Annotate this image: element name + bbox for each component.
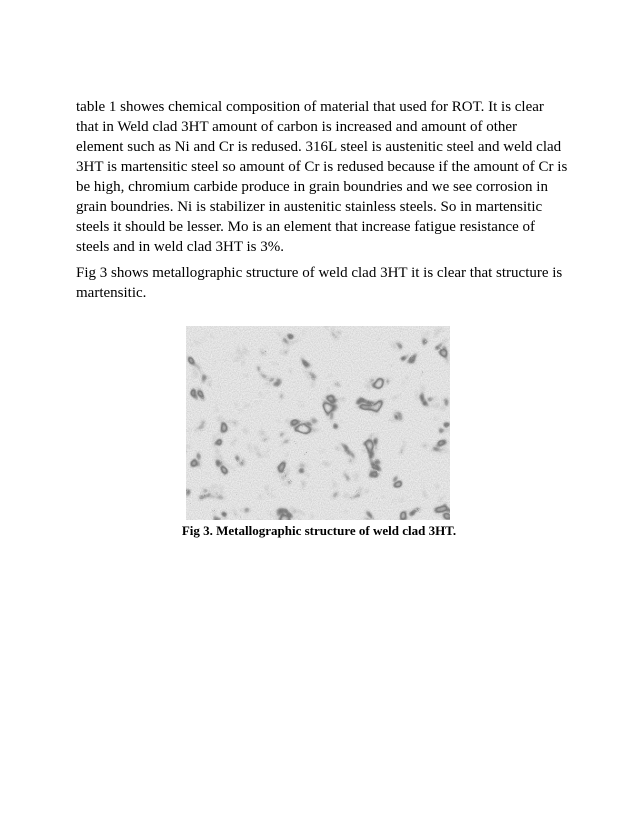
metallograph-image — [186, 326, 450, 520]
body-paragraph: Fig 3 shows metallographic structure of weld clad 3HT it is clear that structure is martensitic. — [76, 265, 563, 301]
figure-caption — [0, 522, 638, 540]
body-paragraph: table 1 showes chemical composition of material that used for ROT. It is clear that in Weld clad 3HT amount of carbon is increased and amount of other element such as Ni and Cr is redused. 316L steel is austenitic steel and weld clad 3HT is martensitic steel so amount of Cr is redused because if the amount of Cr is be high, chromium carbide produce in grain boundries and we see corrosion in grain boundries. Ni is stabilizer in austenitic stainless steels. So in martensitic steels it should be lesser. Mo is an element that increase fatigue resistance of steels and in weld clad 3HT is 3%. — [76, 99, 568, 255]
figure-caption-text: Fig 3. Metallographic structure of weld clad 3HT. — [181, 523, 457, 538]
